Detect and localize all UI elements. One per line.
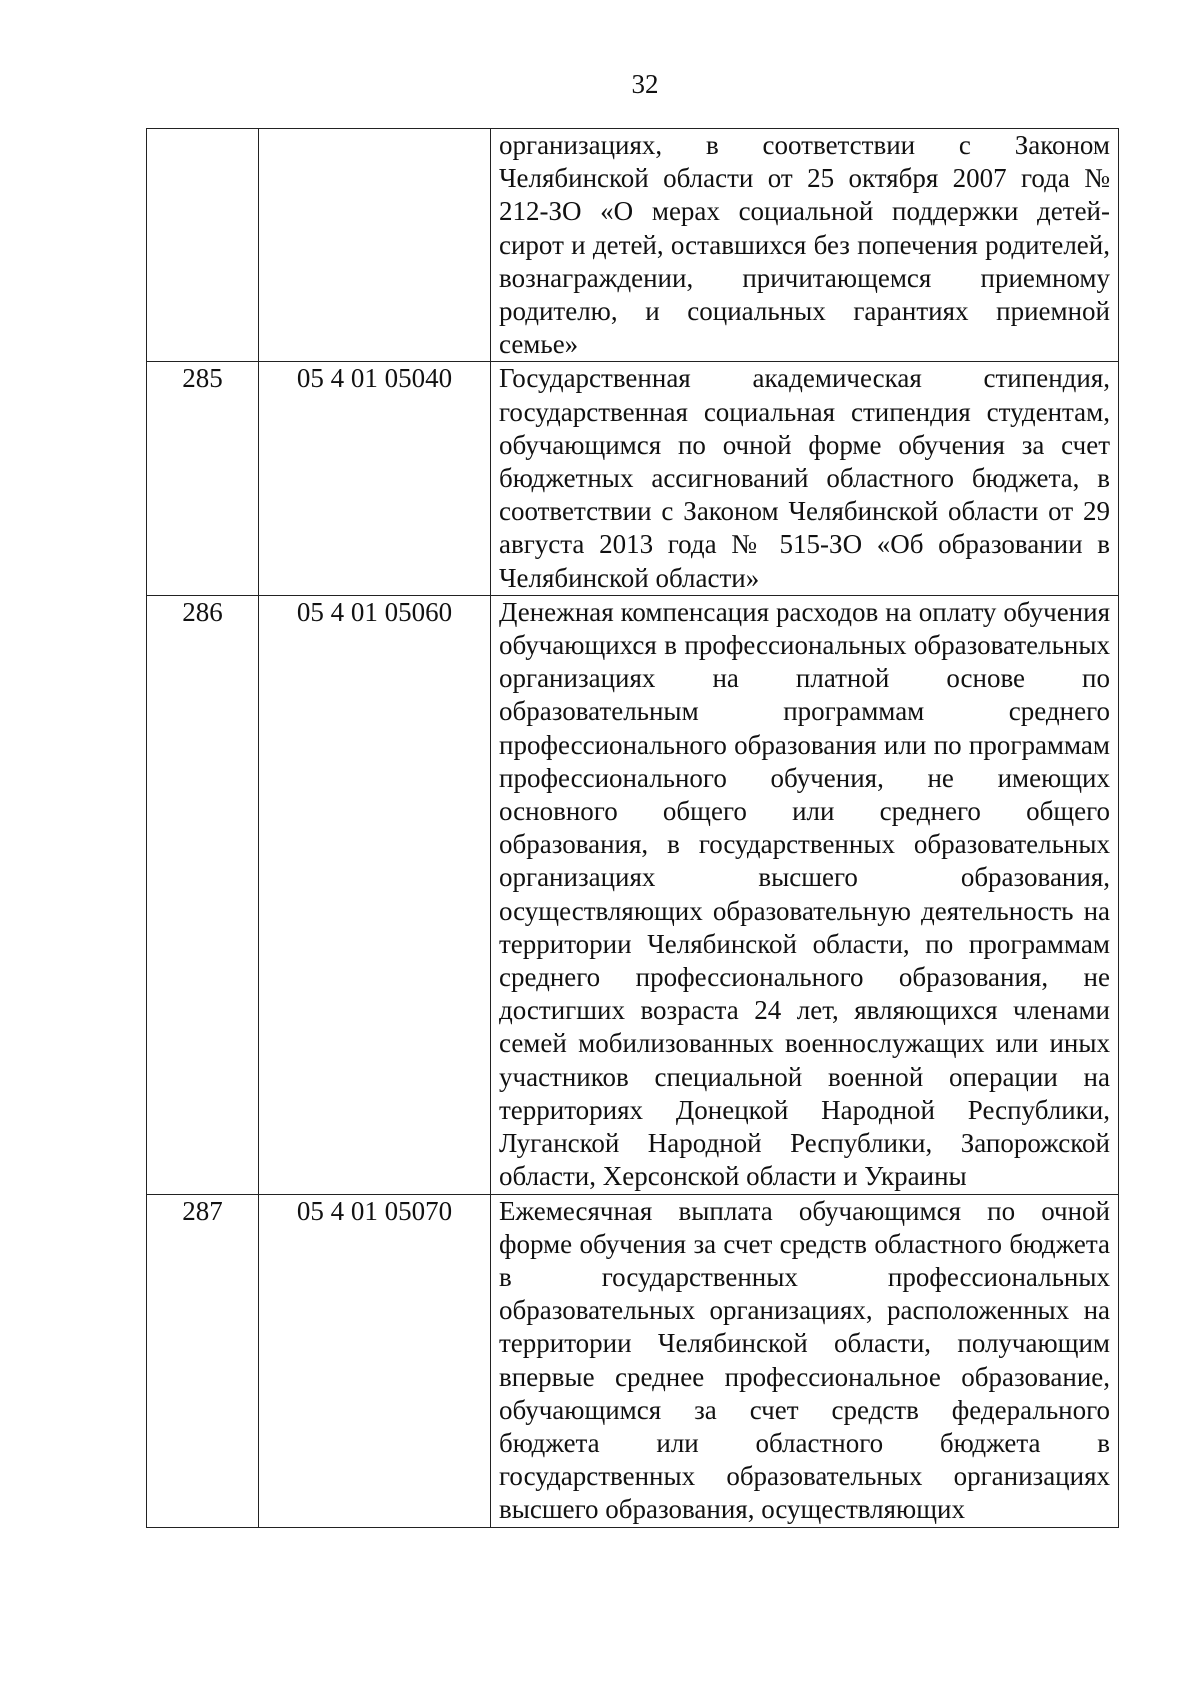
row-number: 285: [182, 363, 223, 394]
row-description-cell: [491, 129, 1119, 362]
row-number-cell: [147, 595, 259, 1194]
row-number-cell: [147, 1194, 259, 1527]
budget-table: [146, 128, 1119, 1528]
row-description-cell: [491, 595, 1119, 1194]
row-description-cell: [491, 1194, 1119, 1527]
row-code: 05 4 01 05070: [296, 1195, 453, 1226]
row-description: организациях, в соответствии с Законом Челябинской области от 25 октября 2007 года № 212-ЗО «О мерах социальной поддержки детей-сирот и детей, оставшихся без попечения родителей, вознаграждении, причитающемся приемному родителю, и социальных гарантиях приемной семье»: [499, 130, 1110, 360]
page-number: 32: [631, 69, 659, 99]
row-description: Денежная компенсация расходов на оплату обучения обучающихся в профессиональных образовательных организациях на платной основе по образовательным программам среднего профессионального образования или по программам профессионального обучения, не имеющих основного общего или среднего общего образования, в государственных образовательных организациях высшего образования, осуществляющих образовательную деятельность на территории Челябинской области, по программам среднего профессионального образования, не достигших возраста 24 лет, являющихся членами семей мобилизованных военнослужащих или иных участников специальной военной операции на территориях Донецкой Народной Республики, Луганской Народной Республики, Запорожской области, Херсонской области и Украины: [499, 596, 1110, 1192]
row-code-cell: [259, 129, 491, 362]
row-description-cell: [491, 362, 1119, 595]
table-row: [147, 129, 1119, 362]
row-number: 287: [182, 1195, 223, 1226]
row-code: 05 4 01 05040: [296, 363, 453, 394]
table-row: [147, 595, 1119, 1194]
row-code-cell: [259, 1194, 491, 1527]
table-row: [147, 1194, 1119, 1527]
row-description: Государственная академическая стипендия, государственная социальная стипендия студентам, обучающимся по очной форме обучения за счет бюджетных ассигнований областного бюджета, в соответствии с Законом Челябинской области от 29 августа 2013 года № 515-ЗО «Об образовании в Челябинской области»: [499, 363, 1110, 593]
row-number: 286: [182, 596, 223, 627]
row-number-cell: [147, 362, 259, 595]
row-description: Ежемесячная выплата обучающимся по очной форме обучения за счет средств областного бюджета в государственных профессиональных образовательных организациях, расположенных на территории Челябинской области, получающим впервые среднее профессиональное образование, обучающимся за счет средств федерального бюджета или областного бюджета в государственных образовательных организациях высшего образования, осуществляющих: [499, 1195, 1110, 1525]
row-code-cell: [259, 595, 491, 1194]
row-code-cell: [259, 362, 491, 595]
row-code: 05 4 01 05060: [296, 596, 453, 627]
row-number-cell: [147, 129, 259, 362]
table-row: [147, 362, 1119, 595]
